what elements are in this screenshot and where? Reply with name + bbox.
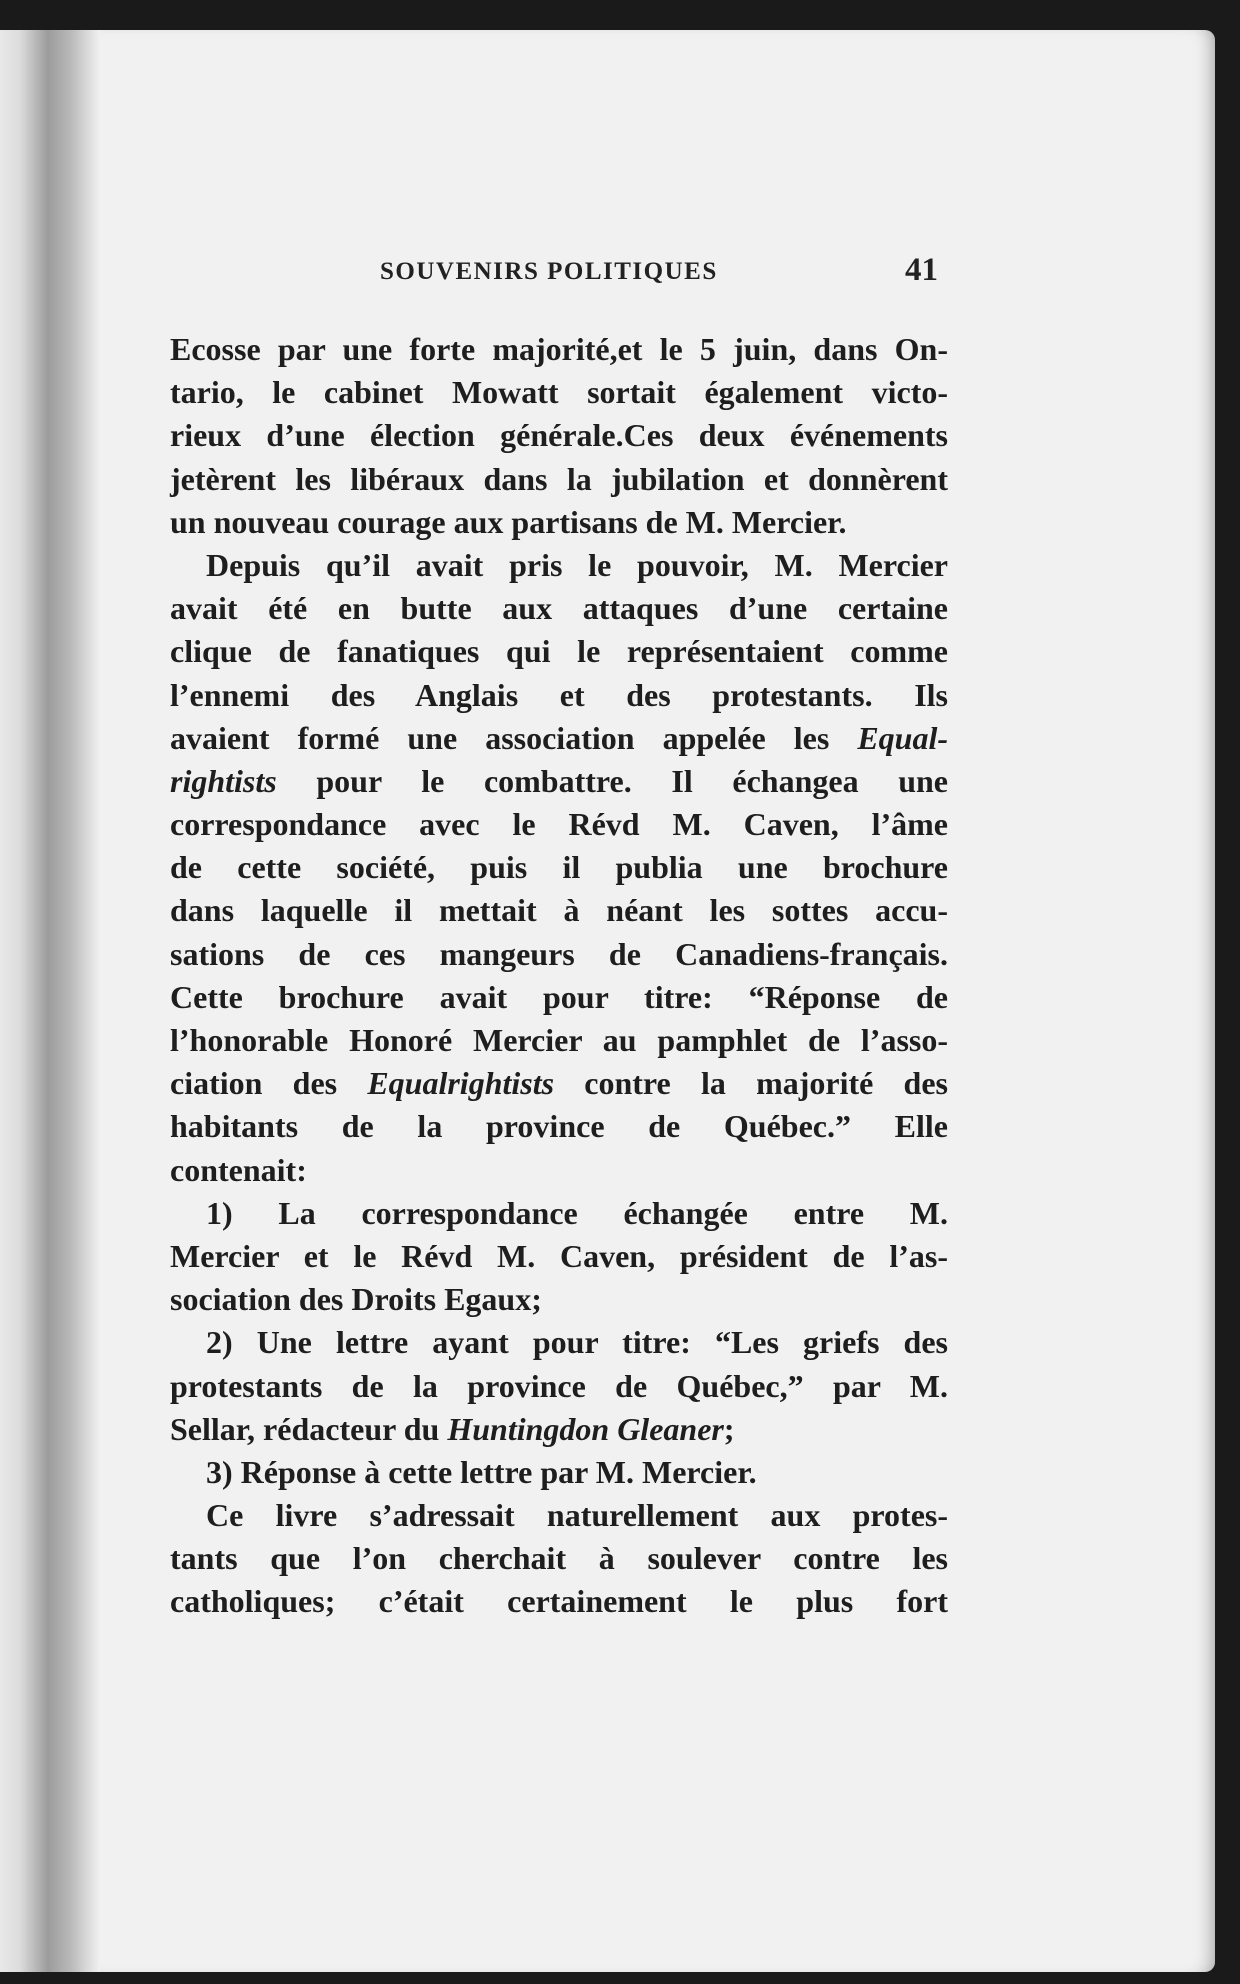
- text-line: jetèrent les libéraux dans la jubilation et donnèrent: [170, 460, 948, 497]
- text-line: correspondance avec le Révd M. Caven, l’âme: [170, 806, 948, 843]
- text-segment: Sellar, rédacteur du: [170, 1410, 448, 1447]
- text-segment: ciation des: [170, 1065, 368, 1102]
- italic-term: Equalrightists: [367, 1065, 555, 1102]
- body-text: [170, 328, 948, 1624]
- text-line: tants que l’on cherchait à soulever contre les: [170, 1540, 948, 1577]
- text-segment: pour le combattre. Il échangea une: [276, 762, 948, 799]
- text-line: de cette société, puis il publia une brochure: [170, 849, 948, 886]
- text-line: Ecosse par une forte majorité,et le 5 juin, dans On-: [170, 331, 948, 367]
- text-segment: contre la majorité des: [554, 1065, 948, 1102]
- page-number: 41: [905, 252, 938, 288]
- text-line: rieux d’une élection générale.Ces deux événements: [170, 417, 948, 454]
- text-line: avait été en butte aux attaques d’une certaine: [170, 590, 948, 627]
- text-line: sations de ces mangeurs de Canadiens-français.: [170, 935, 948, 972]
- text-line: [170, 1062, 948, 1105]
- text-line: 3) Réponse à cette lettre par M. Mercier.: [206, 1453, 757, 1490]
- text-line: 2) Une lettre ayant pour titre: “Les griefs des: [206, 1324, 948, 1361]
- text-line: [170, 760, 948, 803]
- text-line: protestants de la province de Québec,” par M.: [170, 1367, 948, 1404]
- text-segment: avaient formé une association appelée les: [170, 719, 858, 756]
- text-line: tario, le cabinet Mowatt sortait également victo-: [170, 374, 948, 411]
- running-title: SOUVENIRS POLITIQUES: [380, 258, 718, 285]
- text-line: habitants de la province de Québec.” Elle: [170, 1108, 948, 1145]
- text-line: Mercier et le Révd M. Caven, président de l’as-: [170, 1237, 948, 1274]
- text-line: clique de fanatiques qui le représentaient comme: [170, 633, 948, 670]
- text-line: l’ennemi des Anglais et des protestants. Ils: [170, 676, 948, 713]
- text-line: dans laquelle il mettait à néant les sottes accu-: [170, 892, 948, 929]
- text-line: [170, 717, 948, 760]
- text-line: sociation des Droits Egaux;: [170, 1281, 542, 1318]
- text-line: un nouveau courage aux partisans de M. Mercier.: [170, 503, 847, 540]
- text-line: l’honorable Honoré Mercier au pamphlet de l’asso-: [170, 1022, 948, 1058]
- italic-term: rightists: [170, 762, 277, 799]
- page-header: [170, 252, 948, 292]
- italic-term: Equal-: [857, 719, 948, 756]
- text-line: Ce livre s’adressait naturellement aux protes-: [206, 1497, 948, 1534]
- text-segment: ;: [723, 1410, 735, 1447]
- text-line: Cette brochure avait pour titre: “Réponse de: [170, 978, 948, 1015]
- book-gutter-shadow: [0, 30, 100, 1972]
- text-line: [170, 1408, 948, 1451]
- text-line: Depuis qu’il avait pris le pouvoir, M. Mercier: [206, 546, 948, 583]
- italic-term: Huntingdon Gleaner: [447, 1410, 724, 1447]
- text-line: catholiques; c’était certainement le plus fort: [170, 1583, 948, 1620]
- text-line: contenait:: [170, 1151, 307, 1188]
- book-page: [0, 30, 1215, 1972]
- text-line: 1) La correspondance échangée entre M.: [206, 1194, 948, 1231]
